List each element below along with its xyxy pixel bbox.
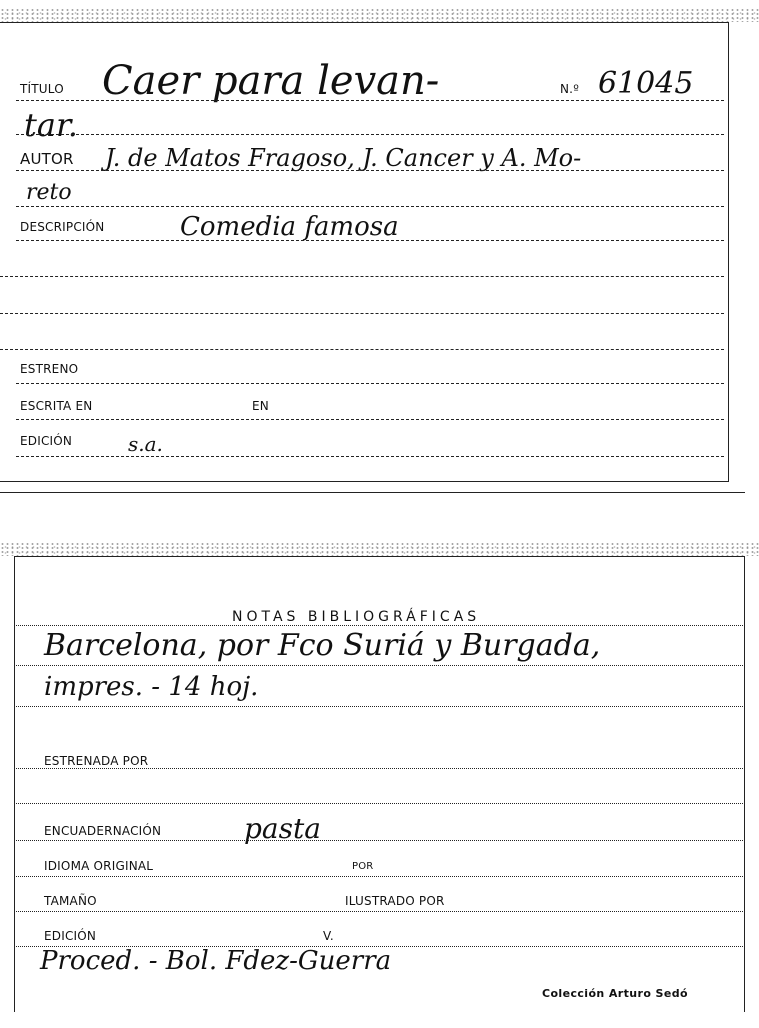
top-card-speckled-edge [0,8,759,22]
notas-rule [14,625,743,626]
estrenada-por-label: ESTRENADA POR [44,754,149,768]
escrita-en-label: ESCRITA EN [20,399,93,413]
edicion-label-bottom: EDICIÓN [44,929,97,943]
edicion-rule [16,456,724,457]
numero-value: 61045 [598,66,694,101]
titulo-value-line1: Caer para levan- [102,58,440,104]
encuadernacion-label: ENCUADERNACIÓN [44,824,162,838]
escrita-en-rule [16,419,724,420]
numero-label: N.º [560,82,580,96]
encuadernacion-rule [14,840,743,841]
descripcion-rule [16,240,724,241]
edicion-label: EDICIÓN [20,434,73,448]
bottom-card-speckled-edge [0,542,759,556]
estreno-rule [16,383,724,384]
edicion-value: s.a. [128,432,163,456]
tamano-rule [14,911,743,912]
estrenada-por-rule [14,768,743,769]
idioma-original-rule [14,876,743,877]
titulo-value-line2: tar. [24,106,78,144]
top-catalog-card [0,0,759,500]
titulo-label: TÍTULO [20,82,64,96]
bottom-catalog-card [0,530,759,1028]
notas-value-line1: Barcelona, por Fco Suriá y Burgada, [44,628,601,663]
descripcion-value: Comedia famosa [180,212,399,242]
autor-label: AUTOR [20,150,74,168]
v-label: V. [323,929,334,943]
autor-value-line1: J. de Matos Fragoso, J. Cancer y A. Mo- [105,144,582,172]
descripcion-rule-3 [0,313,724,314]
notas-rule-2 [14,665,743,666]
procedencia-value: Proced. - Bol. Fdez-Guerra [40,946,392,976]
estreno-label: ESTRENO [20,362,79,376]
autor-value-line2: reto [26,180,72,205]
autor-rule-2 [16,206,724,207]
notas-rule-3 [14,706,743,707]
descripcion-rule-2 [0,276,724,277]
tamano-label: TAMAÑO [44,894,97,908]
encuadernacion-value: pasta [244,812,321,845]
notas-value-line2: impres. - 14 hoj. [44,672,259,702]
titulo-rule-2 [16,134,724,135]
top-card-bottom-rule [0,492,745,493]
ilustrado-por-label: ILUSTRADO POR [345,894,445,908]
descripcion-label: DESCRIPCIÓN [20,220,105,234]
titulo-rule [16,100,724,101]
en-label: EN [252,399,269,413]
autor-rule [16,170,724,171]
estrenada-por-rule-2 [14,803,743,804]
descripcion-rule-4 [0,349,724,350]
coleccion-footer: Colección Arturo Sedó [542,987,688,1000]
idioma-original-label: IDIOMA ORIGINAL [44,859,154,873]
por-label: POR [352,861,374,872]
notas-bibliograficas-heading: NOTAS BIBLIOGRÁFICAS [232,609,481,625]
